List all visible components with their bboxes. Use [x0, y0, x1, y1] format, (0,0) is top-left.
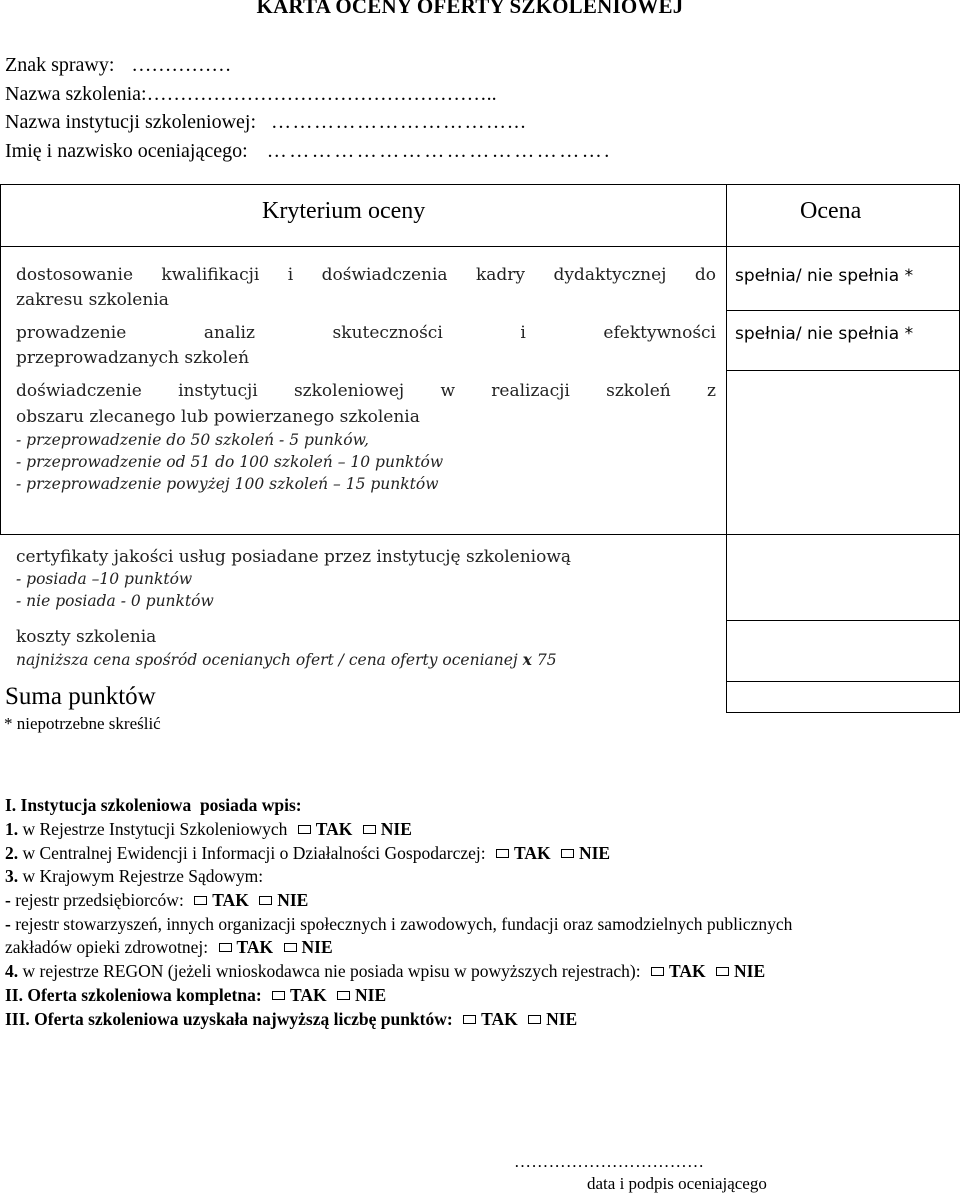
item-number: 1.	[5, 819, 19, 839]
register-item-3b-cont	[5, 937, 333, 958]
yes-option[interactable]: TAK	[236, 937, 274, 957]
table-border-top	[0, 184, 960, 185]
checkbox-icon[interactable]	[284, 943, 297, 952]
table-border-bottom	[726, 712, 960, 713]
item-text: zakładów opieki zdrowotnej:	[5, 937, 209, 957]
table-border-row1	[726, 310, 960, 311]
table-border-row3	[0, 534, 960, 535]
cost-formula-multiply: x	[522, 650, 532, 669]
table-border-row4	[726, 620, 960, 621]
column-header-criterion: Kryterium oceny	[262, 198, 426, 224]
yes-option[interactable]: TAK	[513, 843, 551, 863]
no-option[interactable]: NIE	[578, 843, 611, 863]
item-text: w Rejestrze Instytucji Szkoleniowych	[22, 819, 288, 839]
checkbox-icon[interactable]	[528, 1015, 541, 1024]
item-text: rejestr stowarzyszeń, innych organizacji społecznych i zawodowych, fundacji oraz samodzielnych publicznych	[15, 914, 793, 934]
criterion-line: dostosowanie kwalifikacji i doświadczenia kadry dydaktycznej do	[16, 265, 716, 285]
table-border-left	[0, 184, 1, 534]
evaluator-name-field	[5, 140, 612, 163]
cost-formula-factor: 75	[536, 651, 557, 669]
checkbox-icon[interactable]	[651, 967, 664, 976]
course-name-label: Nazwa szkolenia:	[5, 83, 147, 105]
criterion-quality-certificates	[16, 547, 716, 610]
table-column-divider	[726, 184, 727, 712]
course-name-dots: ……………………………………………..	[146, 83, 497, 105]
score-effectiveness-analysis: spełnia/ nie spełnia *	[735, 324, 914, 344]
page-title: KARTA OCENY OFERTY SZKOLENIOWEJ	[256, 0, 684, 18]
institution-name-field	[5, 111, 527, 134]
table-border-header-bottom	[0, 246, 960, 247]
criterion-option: - przeprowadzenie powyżej 100 szkoleń – 15 punktów	[16, 475, 439, 493]
register-item-4	[5, 961, 765, 982]
register-item-1	[5, 819, 412, 840]
cost-formula-text: najniższa cena spośród ocenianych ofert / cena oferty ocenianej	[16, 651, 518, 669]
section-iii	[5, 1009, 577, 1030]
yes-option[interactable]: TAK	[290, 985, 327, 1005]
register-item-3b	[5, 914, 792, 935]
yes-option[interactable]: TAK	[315, 819, 353, 839]
section-i-heading: I. Instytucja szkoleniowa posiada wpis:	[5, 795, 302, 815]
sum-label: Suma punktów	[5, 683, 156, 710]
register-item-2	[5, 843, 610, 864]
no-option[interactable]: NIE	[277, 890, 309, 910]
no-option[interactable]: NIE	[355, 985, 387, 1005]
no-option[interactable]: NIE	[380, 819, 412, 839]
section-iii-heading: III. Oferta szkoleniowa uzyskała najwyższą liczbę punktów:	[5, 1009, 453, 1029]
signature-label: data i podpis oceniającego	[587, 1174, 767, 1193]
criterion-staff-qualifications	[16, 265, 716, 310]
no-option[interactable]: NIE	[734, 961, 766, 981]
criterion-effectiveness-analysis	[16, 323, 716, 368]
criterion-line: obszaru zlecanego lub powierzanego szkolenia	[16, 407, 420, 427]
criterion-institution-experience	[16, 381, 716, 493]
column-header-score: Ocena	[800, 198, 862, 224]
item-dash: -	[5, 890, 11, 910]
no-option[interactable]: NIE	[301, 937, 333, 957]
criterion-option: - posiada –10 punktów	[16, 570, 193, 588]
criterion-training-cost	[16, 627, 716, 669]
checkbox-icon[interactable]	[561, 849, 574, 858]
institution-name-dots: ……………………………...	[271, 111, 528, 133]
checkbox-icon[interactable]	[463, 1015, 476, 1024]
criterion-line: zakresu szkolenia	[16, 290, 169, 310]
evaluator-name-dots: ……………………………………….	[266, 140, 612, 162]
course-name-field	[5, 83, 497, 106]
item-number: 2.	[5, 843, 19, 863]
checkbox-icon[interactable]	[259, 896, 272, 905]
checkbox-icon[interactable]	[363, 825, 376, 834]
yes-option[interactable]: TAK	[669, 961, 706, 981]
item-text: w rejestrze REGON (jeżeli wnioskodawca nie posiada wpisu w powyższych rejestrach):	[22, 961, 641, 981]
footnote: * niepotrzebne skreślić	[4, 714, 161, 733]
checkbox-icon[interactable]	[337, 991, 350, 1000]
criterion-line: prowadzenie analiz skuteczności i efektywności	[16, 323, 716, 343]
item-dash: -	[5, 914, 11, 934]
institution-name-label: Nazwa instytucji szkoleniowej:	[5, 111, 257, 133]
checkbox-icon[interactable]	[194, 896, 207, 905]
no-option[interactable]: NIE	[546, 1009, 578, 1029]
checkbox-icon[interactable]	[298, 825, 311, 834]
table-border-row2	[726, 370, 960, 371]
checkbox-icon[interactable]	[219, 943, 232, 952]
criterion-option: - nie posiada - 0 punktów	[16, 592, 214, 610]
yes-option[interactable]: TAK	[212, 890, 249, 910]
item-text: w Centralnej Ewidencji i Informacji o Działalności Gospodarczej:	[22, 843, 486, 863]
yes-option[interactable]: TAK	[481, 1009, 518, 1029]
section-ii-heading: II. Oferta szkoleniowa kompletna:	[5, 985, 262, 1005]
checkbox-icon[interactable]	[716, 967, 729, 976]
case-number-label: Znak sprawy:	[5, 54, 115, 76]
item-number: 4.	[5, 961, 19, 981]
case-number-dots: ……………	[131, 54, 232, 76]
criterion-option: - przeprowadzenie do 50 szkoleń - 5 punków,	[16, 431, 369, 449]
register-item-3	[5, 866, 263, 887]
register-item-3a	[5, 890, 308, 911]
case-number-field	[5, 54, 231, 77]
checkbox-icon[interactable]	[272, 991, 285, 1000]
table-border-row5	[726, 681, 960, 682]
item-text: w Krajowym Rejestrze Sądowym:	[22, 866, 264, 886]
section-ii	[5, 985, 386, 1006]
item-number: 3.	[5, 866, 19, 886]
item-text: rejestr przedsiębiorców:	[15, 890, 184, 910]
score-staff-qualifications: spełnia/ nie spełnia *	[735, 266, 914, 286]
criterion-line: doświadczenie instytucji szkoleniowej w realizacji szkoleń z	[16, 381, 716, 401]
checkbox-icon[interactable]	[496, 849, 509, 858]
criterion-line: koszty szkolenia	[16, 627, 157, 647]
criterion-option: - przeprowadzenie od 51 do 100 szkoleń – 10 punktów	[16, 453, 444, 471]
cost-formula	[16, 650, 716, 669]
signature-line: ……………………………	[514, 1152, 705, 1171]
evaluator-name-label: Imię i nazwisko oceniającego:	[5, 140, 248, 162]
criterion-line: certyfikaty jakości usług posiadane przez instytucję szkoleniową	[16, 547, 572, 567]
criterion-line: przeprowadzanych szkoleń	[16, 348, 250, 368]
